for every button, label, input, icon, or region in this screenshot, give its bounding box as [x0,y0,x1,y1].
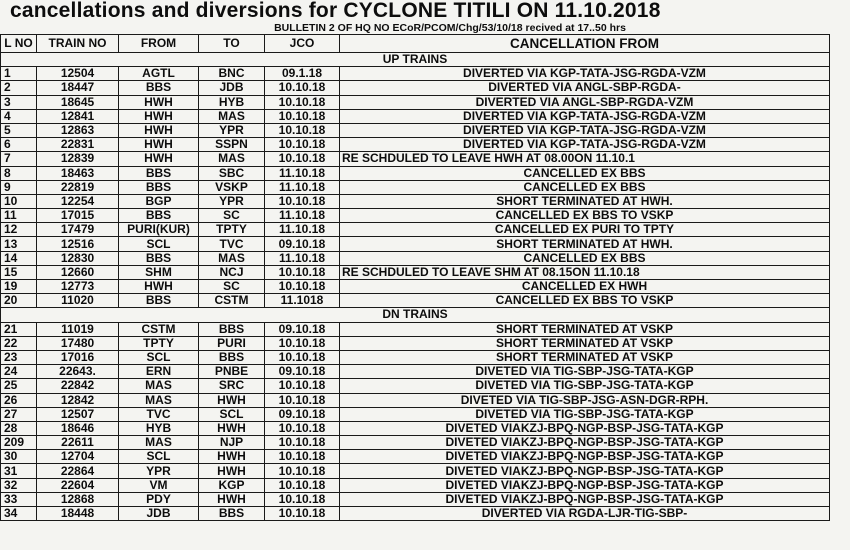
cell-jco: 10.10.18 [265,393,340,407]
cell-cancellation-from: DIVERTED VIA KGP-TATA-JSG-RGDA-VZM [340,67,830,81]
cell-to: SC [199,280,265,294]
cell-train-no: 22611 [37,436,119,450]
cell-cancellation-from: DIVETED VIAKZJ-BPQ-NGP-BSP-JSG-TATA-KGP [340,450,830,464]
cell-from: VM [119,478,199,492]
cell-from: CSTM [119,322,199,336]
header-jco: JCO [265,35,340,53]
table-row [1,67,830,81]
table-row [1,251,830,265]
cell-jco: 11.10.18 [265,209,340,223]
cell-train-no: 12839 [37,152,119,166]
cell-train-no: 12868 [37,492,119,506]
cell-to: SC [199,209,265,223]
cell-from: HWH [119,123,199,137]
cell-sl-no: 26 [1,393,37,407]
table-row [1,393,830,407]
cell-sl-no: 2 [1,81,37,95]
cell-sl-no: 4 [1,109,37,123]
cell-to: YPR [199,194,265,208]
cell-from: MAS [119,393,199,407]
table-row [1,350,830,364]
cell-cancellation-from: CANCELLED EX BBS [340,251,830,265]
cell-jco: 10.10.18 [265,194,340,208]
cell-from: BBS [119,166,199,180]
cell-from: HWH [119,95,199,109]
cell-to: MAS [199,152,265,166]
cell-train-no: 18463 [37,166,119,180]
cell-jco: 09.10.18 [265,407,340,421]
table-row [1,280,830,294]
cell-sl-no: 23 [1,350,37,364]
cell-train-no: 18447 [37,81,119,95]
cell-sl-no: 14 [1,251,37,265]
table-row [1,421,830,435]
cell-train-no: 22842 [37,379,119,393]
cell-jco: 10.10.18 [265,436,340,450]
cell-from: MAS [119,379,199,393]
cell-jco: 10.10.18 [265,336,340,350]
cell-sl-no: 5 [1,123,37,137]
cell-to: TPTY [199,223,265,237]
cell-cancellation-from: DIVERTED VIA ANGL-SBP-RGDA- [340,81,830,95]
cell-sl-no: 33 [1,492,37,506]
cell-to: BBS [199,322,265,336]
table-row [1,436,830,450]
cell-cancellation-from: DIVETED VIA TIG-SBP-JSG-ASN-DGR-RPH. [340,393,830,407]
cell-cancellation-from: DIVETED VIA TIG-SBP-JSG-TATA-KGP [340,407,830,421]
cell-to: NCJ [199,265,265,279]
cell-to: VSKP [199,180,265,194]
cell-to: KGP [199,478,265,492]
cell-to: CSTM [199,294,265,308]
cell-to: HWH [199,492,265,506]
cell-from: AGTL [119,67,199,81]
header-train-no: TRAIN NO [37,35,119,53]
cell-train-no: 11019 [37,322,119,336]
cell-from: HWH [119,109,199,123]
cell-jco: 10.10.18 [265,138,340,152]
table-row [1,109,830,123]
cell-cancellation-from: SHORT TERMINATED AT VSKP [340,322,830,336]
cell-train-no: 17016 [37,350,119,364]
cell-jco: 10.10.18 [265,350,340,364]
table-body [1,53,830,521]
cell-to: PURI [199,336,265,350]
table-row [1,336,830,350]
cell-from: TPTY [119,336,199,350]
table-row [1,152,830,166]
cell-train-no: 12516 [37,237,119,251]
cell-train-no: 22831 [37,138,119,152]
cell-cancellation-from: RE SCHDULED TO LEAVE SHM AT 08.15ON 11.10.18 [340,265,830,279]
cell-from: BBS [119,81,199,95]
cell-sl-no: 20 [1,294,37,308]
cell-train-no: 12704 [37,450,119,464]
cell-sl-no: 11 [1,209,37,223]
cell-to: SSPN [199,138,265,152]
cell-sl-no: 32 [1,478,37,492]
cell-cancellation-from: RE SCHDULED TO LEAVE HWH AT 08.00ON 11.10.1 [340,152,830,166]
cell-from: BBS [119,180,199,194]
cell-cancellation-from: CANCELLED EX PURI TO TPTY [340,223,830,237]
table-row [1,478,830,492]
cell-cancellation-from: SHORT TERMINATED AT VSKP [340,336,830,350]
cell-train-no: 17015 [37,209,119,223]
cell-jco: 09.10.18 [265,322,340,336]
cell-to: BNC [199,67,265,81]
cell-jco: 10.10.18 [265,492,340,506]
cell-cancellation-from: DIVETED VIA TIG-SBP-JSG-TATA-KGP [340,365,830,379]
cell-jco: 10.10.18 [265,280,340,294]
cell-train-no: 18448 [37,507,119,521]
cell-jco: 10.10.18 [265,421,340,435]
cell-train-no: 12863 [37,123,119,137]
cell-sl-no: 25 [1,379,37,393]
table-row [1,237,830,251]
cell-from: JDB [119,507,199,521]
bulletin-reference: BULLETIN 2 OF HQ NO ECoR/PCOM/Chg/53/10/18 recived at 17..50 hrs [274,22,626,34]
cell-to: JDB [199,81,265,95]
cell-cancellation-from: DIVETED VIA TIG-SBP-JSG-TATA-KGP [340,379,830,393]
table-header-row [1,35,830,53]
cell-from: PDY [119,492,199,506]
cell-to: YPR [199,123,265,137]
cell-sl-no: 28 [1,421,37,435]
table-row [1,180,830,194]
cell-train-no: 22643. [37,365,119,379]
cell-to: SBC [199,166,265,180]
cell-sl-no: 31 [1,464,37,478]
cell-jco: 10.10.18 [265,450,340,464]
cell-from: BBS [119,251,199,265]
cell-jco: 09.1.18 [265,67,340,81]
cell-cancellation-from: CANCELLED EX BBS TO VSKP [340,209,830,223]
cell-jco: 10.10.18 [265,379,340,393]
cell-sl-no: 30 [1,450,37,464]
cell-cancellation-from: DIVETED VIAKZJ-BPQ-NGP-BSP-JSG-TATA-KGP [340,464,830,478]
cell-cancellation-from: DIVERTED VIA KGP-TATA-JSG-RGDA-VZM [340,138,830,152]
cell-train-no: 22864 [37,464,119,478]
cell-train-no: 12660 [37,265,119,279]
cell-sl-no: 8 [1,166,37,180]
cell-from: HYB [119,421,199,435]
header-to: TO [199,35,265,53]
cell-to: SRC [199,379,265,393]
cell-train-no: 12841 [37,109,119,123]
cell-train-no: 12842 [37,393,119,407]
cell-train-no: 11020 [37,294,119,308]
cell-from: YPR [119,464,199,478]
cell-jco: 10.10.18 [265,123,340,137]
cell-sl-no: 10 [1,194,37,208]
cell-jco: 10.10.18 [265,81,340,95]
cell-cancellation-from: CANCELLED EX BBS TO VSKP [340,294,830,308]
cell-sl-no: 22 [1,336,37,350]
cell-cancellation-from: SHORT TERMINATED AT VSKP [340,350,830,364]
cell-train-no: 12254 [37,194,119,208]
cell-to: TVC [199,237,265,251]
cell-sl-no: 13 [1,237,37,251]
table-row [1,209,830,223]
table-row [1,294,830,308]
cell-jco: 10.10.18 [265,265,340,279]
cell-train-no: 12830 [37,251,119,265]
cell-cancellation-from: DIVERTED VIA KGP-TATA-JSG-RGDA-VZM [340,109,830,123]
cell-sl-no: 6 [1,138,37,152]
cell-from: HWH [119,138,199,152]
cell-sl-no: 1 [1,67,37,81]
cell-to: HYB [199,95,265,109]
cell-cancellation-from: CANCELLED EX BBS [340,180,830,194]
header-from: FROM [119,35,199,53]
table-row [1,492,830,506]
cell-jco: 10.10.18 [265,507,340,521]
cell-jco: 10.10.18 [265,478,340,492]
cell-to: PNBE [199,365,265,379]
cell-from: SCL [119,237,199,251]
cell-cancellation-from: DIVERTED VIA RGDA-LJR-TIG-SBP- [340,507,830,521]
table-row [1,450,830,464]
cell-sl-no: 209 [1,436,37,450]
train-table [0,34,830,521]
section-row-up [1,53,830,67]
table-row [1,365,830,379]
cell-train-no: 18646 [37,421,119,435]
cell-to: SCL [199,407,265,421]
cell-to: MAS [199,251,265,265]
cell-train-no: 17479 [37,223,119,237]
cell-from: HWH [119,280,199,294]
cell-train-no: 17480 [37,336,119,350]
table-row [1,138,830,152]
cell-jco: 09.10.18 [265,237,340,251]
cell-cancellation-from: DIVETED VIAKZJ-BPQ-NGP-BSP-JSG-TATA-KGP [340,492,830,506]
cell-from: BGP [119,194,199,208]
cell-to: NJP [199,436,265,450]
cell-train-no: 18645 [37,95,119,109]
cell-jco: 10.10.18 [265,152,340,166]
cell-sl-no: 21 [1,322,37,336]
cell-cancellation-from: DIVETED VIAKZJ-BPQ-NGP-BSP-JSG-TATA-KGP [340,421,830,435]
section-row-dn [1,308,830,322]
page-title: cancellations and diversions for CYCLONE TITILI ON 11.10.2018 [10,0,661,22]
cell-train-no: 12773 [37,280,119,294]
cell-to: HWH [199,450,265,464]
table-row [1,507,830,521]
cell-from: SHM [119,265,199,279]
cell-jco: 10.10.18 [265,95,340,109]
cell-from: ERN [119,365,199,379]
cell-sl-no: 27 [1,407,37,421]
cell-train-no: 22819 [37,180,119,194]
section-label-dn: DN TRAINS [1,308,830,322]
cell-sl-no: 19 [1,280,37,294]
header-cancellation-from: CANCELLATION FROM [340,35,830,53]
cell-from: BBS [119,209,199,223]
cell-sl-no: 15 [1,265,37,279]
cell-cancellation-from: SHORT TERMINATED AT HWH. [340,194,830,208]
cell-cancellation-from: SHORT TERMINATED AT HWH. [340,237,830,251]
cell-sl-no: 34 [1,507,37,521]
cell-sl-no: 12 [1,223,37,237]
cell-jco: 09.10.18 [265,365,340,379]
table-row [1,322,830,336]
cell-train-no: 12504 [37,67,119,81]
cell-sl-no: 9 [1,180,37,194]
table-row [1,379,830,393]
table-row [1,464,830,478]
table-row [1,95,830,109]
cell-to: HWH [199,464,265,478]
section-label-up: UP TRAINS [1,53,830,67]
cell-sl-no: 3 [1,95,37,109]
cell-jco: 11.10.18 [265,251,340,265]
table-row [1,223,830,237]
cell-jco: 11.10.18 [265,223,340,237]
cell-cancellation-from: DIVERTED VIA ANGL-SBP-RGDA-VZM [340,95,830,109]
cell-cancellation-from: CANCELLED EX HWH [340,280,830,294]
table-row [1,123,830,137]
cell-jco: 11.1018 [265,294,340,308]
cell-sl-no: 7 [1,152,37,166]
cell-from: SCL [119,450,199,464]
cell-from: MAS [119,436,199,450]
table-row [1,81,830,95]
table-row [1,407,830,421]
table-row [1,265,830,279]
cell-from: TVC [119,407,199,421]
cell-from: PURI(KUR) [119,223,199,237]
cell-cancellation-from: DIVETED VIAKZJ-BPQ-NGP-BSP-JSG-TATA-KGP [340,436,830,450]
cell-from: SCL [119,350,199,364]
cell-to: HWH [199,421,265,435]
cell-cancellation-from: CANCELLED EX BBS [340,166,830,180]
cell-cancellation-from: DIVERTED VIA KGP-TATA-JSG-RGDA-VZM [340,123,830,137]
cell-to: BBS [199,507,265,521]
table-row [1,194,830,208]
cell-to: MAS [199,109,265,123]
cell-from: BBS [119,294,199,308]
cell-to: BBS [199,350,265,364]
cell-jco: 10.10.18 [265,109,340,123]
cell-cancellation-from: DIVETED VIAKZJ-BPQ-NGP-BSP-JSG-TATA-KGP [340,478,830,492]
cell-from: HWH [119,152,199,166]
cell-jco: 11.10.18 [265,166,340,180]
cell-sl-no: 24 [1,365,37,379]
header-sl-no: L NO [1,35,37,53]
cell-jco: 10.10.18 [265,464,340,478]
cell-train-no: 22604 [37,478,119,492]
table-row [1,166,830,180]
cell-to: HWH [199,393,265,407]
cell-jco: 11.10.18 [265,180,340,194]
cell-train-no: 12507 [37,407,119,421]
